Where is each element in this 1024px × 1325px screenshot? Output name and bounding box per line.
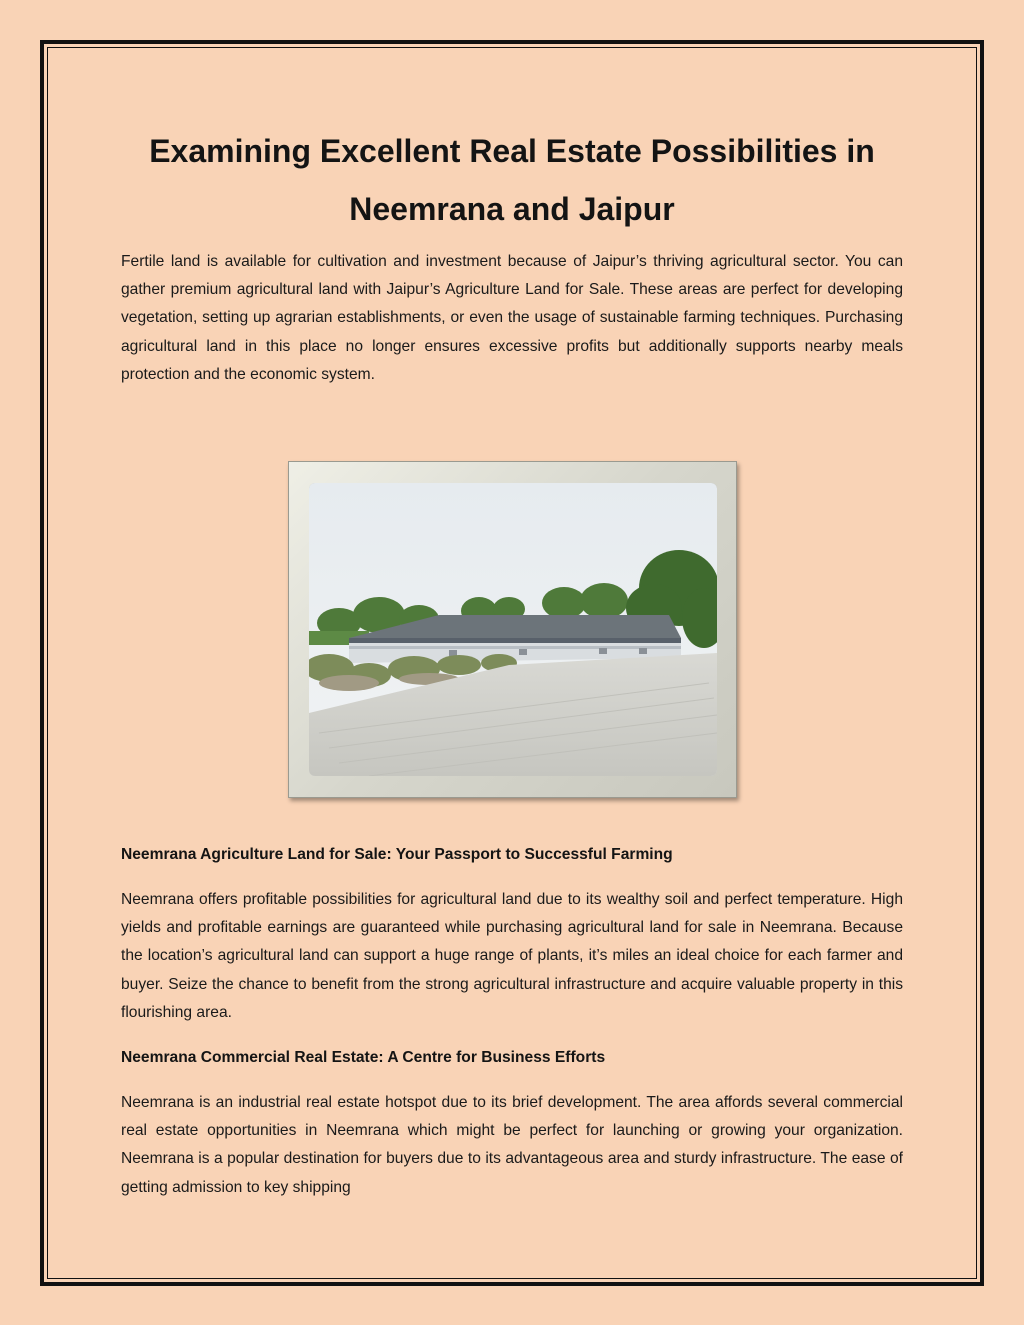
section-paragraph-commercial: Neemrana is an industrial real estate hotspot due to its brief development. The area affords several commercial real estate opportunities in Neemrana which might be perfect for launching or growing your organization. Neemrana is a popular destination for buyers due to its advantageous area and sturdy infrastructure. The ease of getting admission to key shipping xyxy=(121,1094,903,1196)
section-paragraph-agriculture: Neemrana offers profitable possibilities for agricultural land due to its wealthy soil and perfect temperature. High yields and profitable earnings are guaranteed while purchasing agricultural land for sale in Neemrana. Because the location’s agricultural land can support a huge range of plants, it’s miles an ideal choice for each farmer and buyer. Seize the chance to benefit from the strong agricultural infrastructure and acquire valuable property in this flourishing area. xyxy=(121,891,903,1021)
document-title: Examining Excellent Real Estate Possibilities in Neemrana and Jaipur xyxy=(149,133,875,227)
intro-paragraph: Fertile land is available for cultivation and investment because of Jaipur’s thriving agricultural sector. You can gather premium agricultural land with Jaipur’s Agriculture Land for Sale. These areas are perfect for developing vegetation, setting up agrarian establishments, or even the usage of sustainable farming techniques. Purchasing agricultural land in this place no longer ensures excessive profits but additionally supports nearby meals protection and the economic system. xyxy=(121,253,903,383)
section-heading-commercial: Neemrana Commercial Real Estate: A Centre for Business Efforts xyxy=(121,1049,606,1066)
section-heading-agriculture: Neemrana Agriculture Land for Sale: Your Passport to Successful Farming xyxy=(121,846,673,863)
photo-frame xyxy=(288,461,737,798)
warehouse-photo xyxy=(309,483,717,776)
